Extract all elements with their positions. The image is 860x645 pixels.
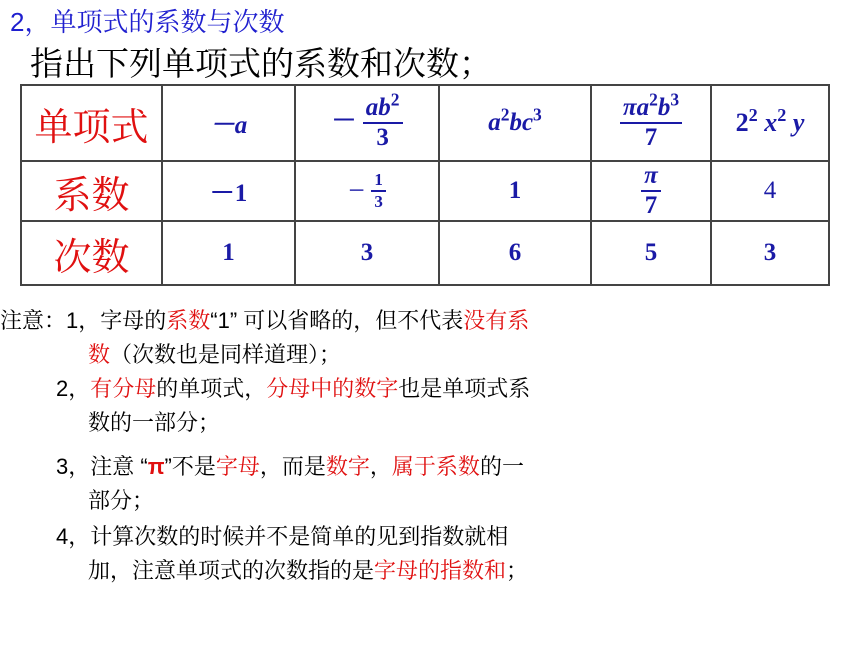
monomial-4 (591, 85, 711, 161)
coefficient-2-den: 3 (374, 192, 383, 211)
monomial-4-fraction (620, 89, 682, 152)
row-label-coefficient: 系数 (21, 161, 162, 221)
monomial-5-exp1: 2 (748, 105, 758, 125)
monomial-5-base1: 2 (735, 108, 749, 137)
note-3-line-2: 部分； (88, 488, 155, 513)
monomial-4-base2: b (657, 94, 671, 121)
monomial-4-exp1: 2 (649, 89, 658, 110)
coefficient-2-sign: － (348, 181, 366, 201)
monomial-3-exp1: 2 (500, 104, 510, 125)
monomial-4-den: 7 (644, 124, 658, 151)
exercise-prompt: 指出下列单项式的系数和次数； (30, 45, 492, 82)
monomial-1 (162, 85, 295, 161)
coefficient-4-fraction (641, 162, 661, 220)
monomial-2-num-base: ab (365, 94, 391, 121)
degree-4: 5 (591, 221, 711, 285)
monomial-5 (711, 85, 829, 161)
coefficient-4 (591, 161, 711, 221)
note-1-line-2: 数（次数也是同样道理）； (88, 342, 342, 367)
coefficient-4-den: 7 (644, 192, 658, 219)
monomial-2-num-exp: 2 (390, 89, 400, 110)
monomial-2-den: 3 (376, 124, 389, 151)
monomial-table (20, 84, 830, 286)
coefficient-3: 1 (439, 161, 591, 221)
table-row-coefficient (21, 161, 829, 221)
coefficient-4-num: π (644, 162, 658, 189)
monomial-4-pi: π (622, 94, 637, 121)
degree-2: 3 (295, 221, 439, 285)
monomial-4-exp2: 3 (670, 89, 680, 110)
monomial-1-text: －a (209, 112, 248, 139)
monomial-5-exp2: 2 (777, 105, 787, 125)
coefficient-2 (295, 161, 439, 221)
degree-3: 6 (439, 221, 591, 285)
note-4-line-1: 4，计算次数的时候并不是简单的见到指数就相 (56, 524, 509, 549)
monomial-5-base3: y (792, 108, 805, 137)
section-heading: 2，单项式的系数与次数 (10, 7, 285, 37)
monomial-3-exp2: 3 (533, 104, 542, 125)
table-row-monomial (21, 85, 829, 161)
monomial-2-fraction (363, 89, 403, 152)
row-label-degree: 次数 (21, 221, 162, 285)
monomial-2 (295, 85, 439, 161)
row-label-monomial: 单项式 (21, 85, 162, 161)
note-4-line-2: 加，注意单项式的次数指的是字母的指数和； (88, 558, 529, 583)
table-row-degree (21, 221, 829, 285)
coefficient-2-fraction (371, 170, 386, 212)
monomial-5-base2: x (764, 108, 778, 137)
monomial-4-base1: a (636, 94, 650, 121)
degree-1: 1 (162, 221, 295, 285)
coefficient-1: －1 (162, 161, 295, 221)
note-2-line-2: 数的一部分； (88, 410, 221, 435)
monomial-3 (439, 85, 591, 161)
coefficient-5: 4 (711, 161, 829, 221)
note-1-line-1: 注意：1，字母的系数“1” 可以省略的，但不代表没有系 (0, 308, 530, 333)
monomial-3-base1: a (488, 109, 501, 136)
note-3-line-1: 3，注意 “π”不是字母，而是数字，属于系数的一 (56, 454, 524, 479)
degree-5: 3 (711, 221, 829, 285)
monomial-2-sign: － (331, 107, 357, 135)
coefficient-2-num: 1 (374, 170, 383, 189)
note-2-line-1: 2，有分母的单项式，分母中的数字也是单项式系 (56, 376, 531, 401)
monomial-3-base2: bc (509, 109, 534, 136)
